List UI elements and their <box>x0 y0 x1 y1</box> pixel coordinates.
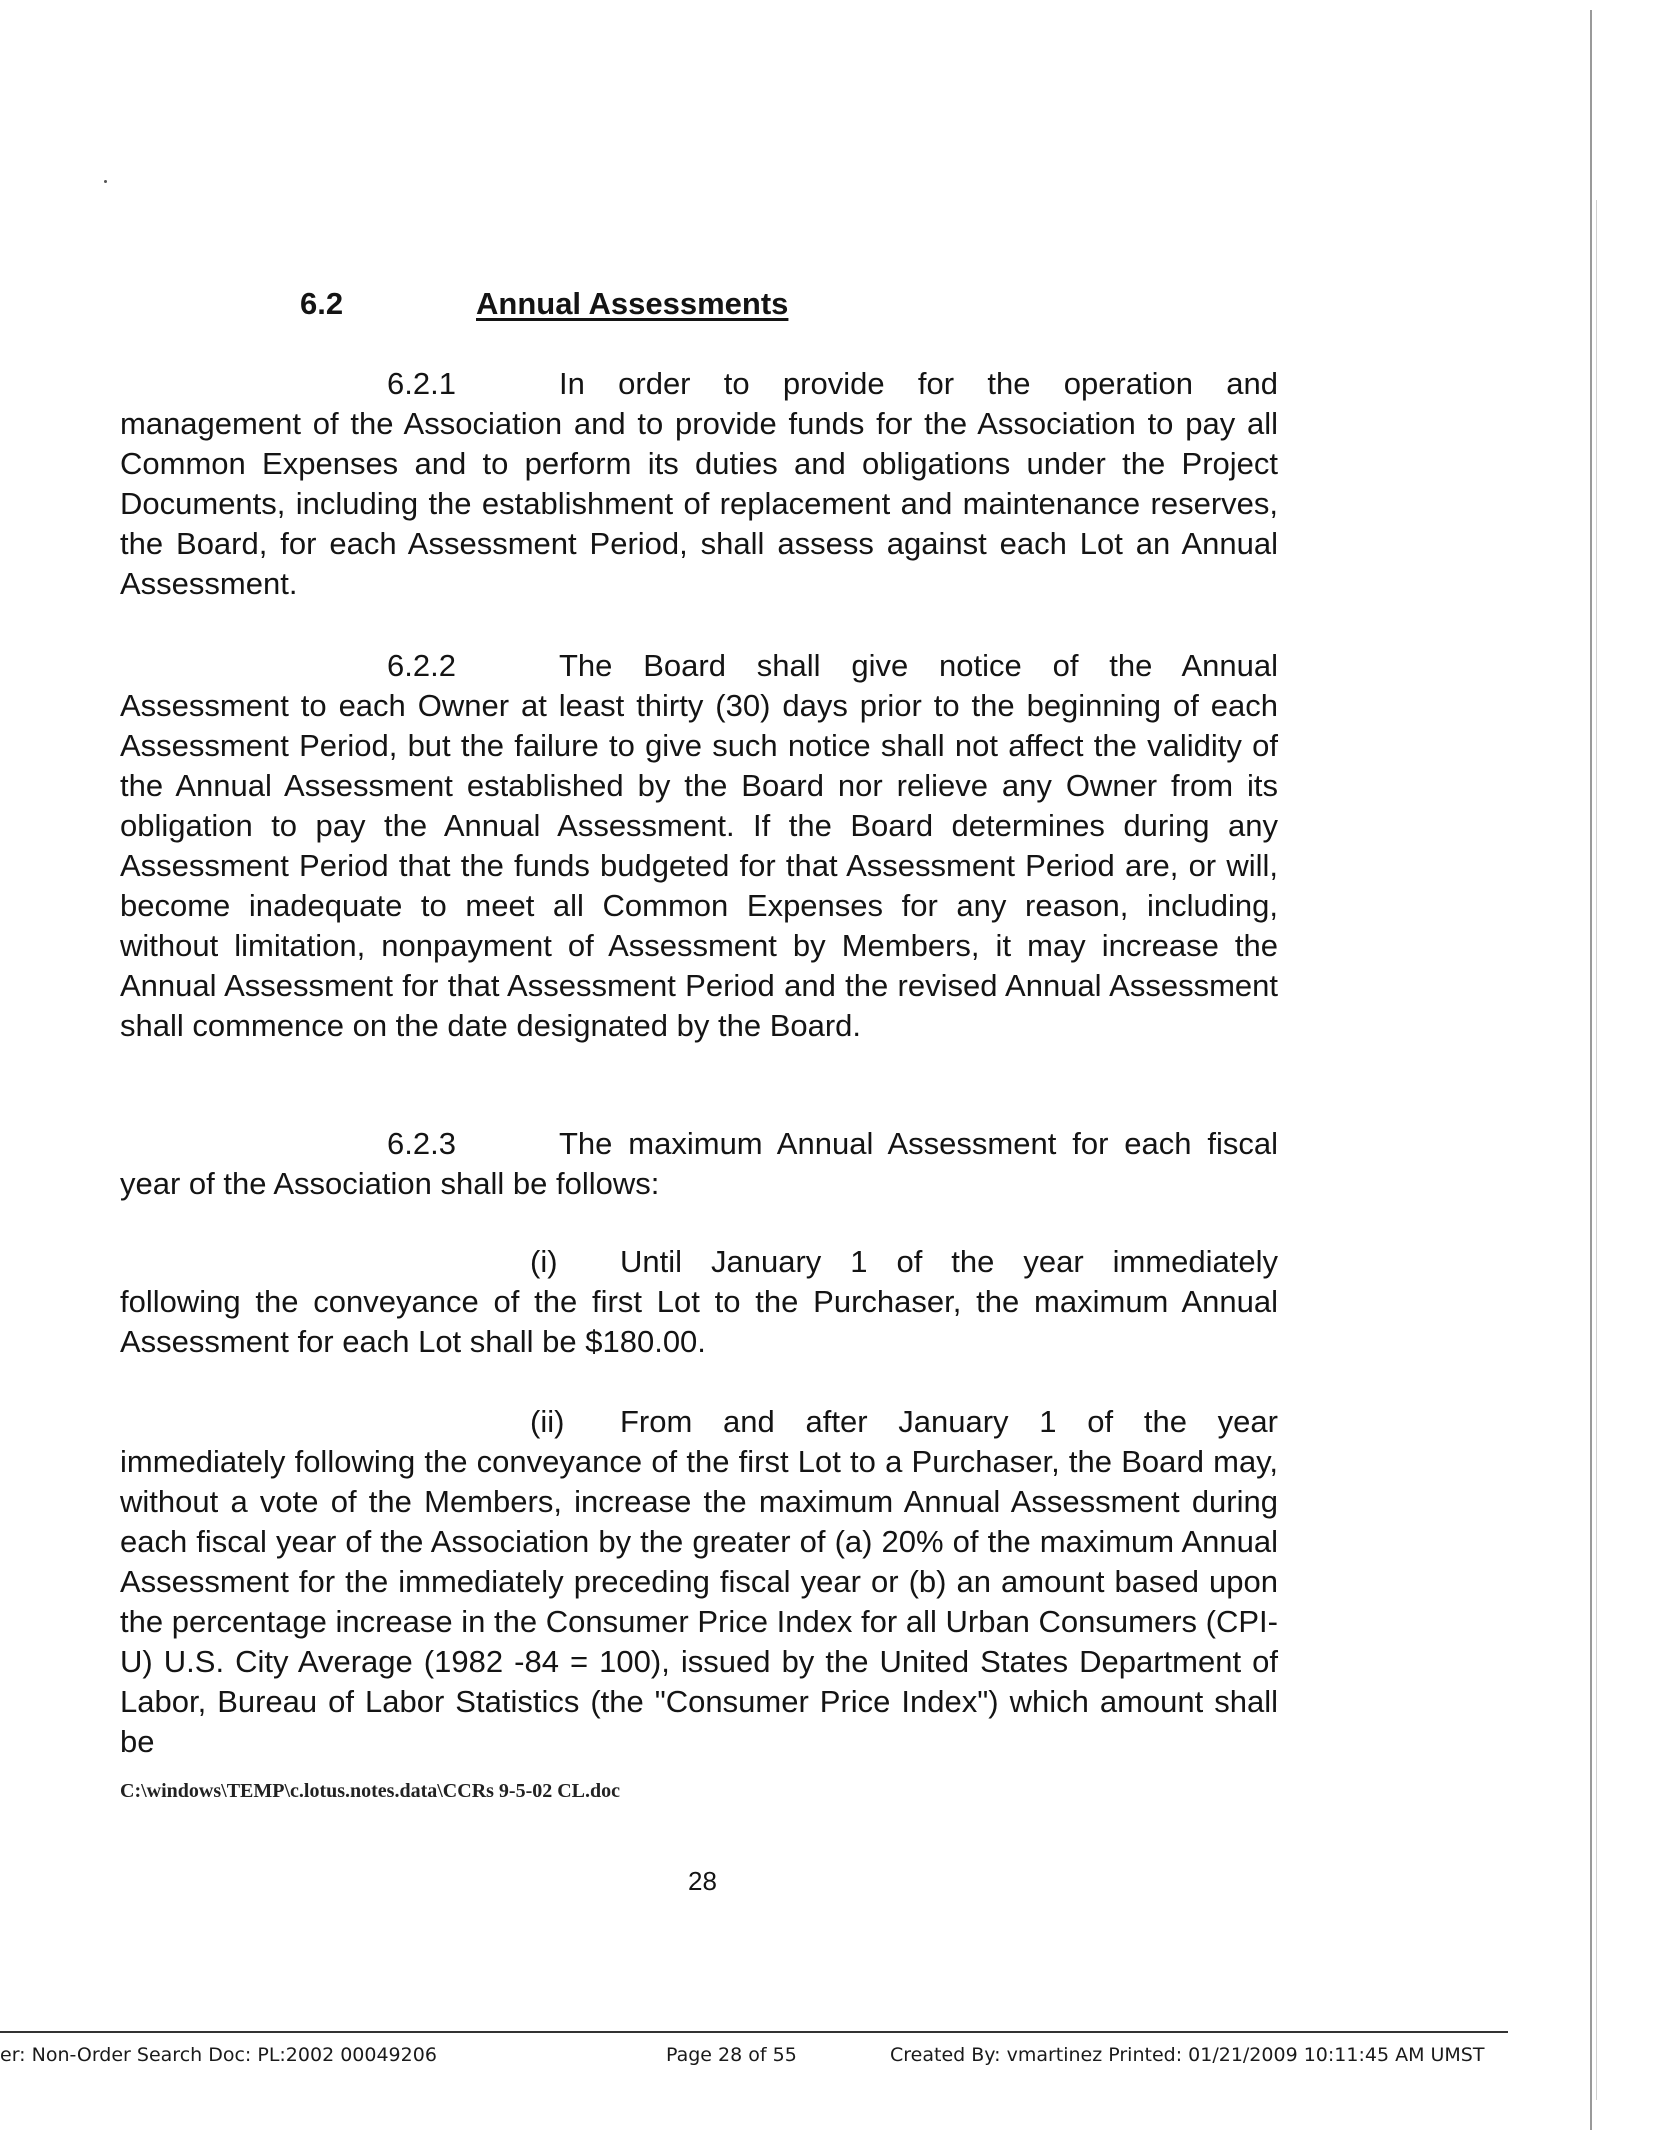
paragraph-6-2-3 <box>120 1124 1278 1204</box>
section-number: 6.2 <box>300 286 344 321</box>
subparagraph-ii <box>120 1402 1278 1762</box>
footer-print-info: Created By: vmartinez Printed: 01/21/2009 10:11:45 AM UMST <box>890 2044 1485 2066</box>
scan-edge-line <box>1590 10 1592 2130</box>
paragraph-number: 6.2.3 <box>387 1126 456 1161</box>
paragraph-text: In order to provide for the operation and management of the Association and to provide funds for the Association to pay all Common Expenses and to perform its duties and obligations under the Project Documents, including the establishment of replacement and maintenance reserves, the Board, for each Assessment Period, shall assess against each Lot an Annual Assessment. <box>120 366 1278 601</box>
paragraph-text: From and after January 1 of the year immediately following the conveyance of the first Lot to a Purchaser, the Board may, without a vote of the Members, increase the maximum Annual Assessment during each fiscal year of the Association by the greater of (a) 20% of the maximum Annual Assessment for the immediately preceding fiscal year or (b) an amount based upon the percentage increase in the Consumer Price Index for all Urban Consumers (CPI-U) U.S. City Average (1982 -84 = 100), issued by the United States Department of Labor, Bureau of Labor Statistics (the "Consumer Price Index") which amount shall be <box>120 1404 1278 1759</box>
footer-order-info: er: Non-Order Search Doc: PL:2002 00049206 <box>0 2044 437 2066</box>
section-title: Annual Assessments <box>476 286 789 321</box>
paragraph-text: Until January 1 of the year immediately following the conveyance of the first Lot to the Purchaser, the maximum Annual Assessment for each Lot shall be $180.00. <box>120 1244 1278 1359</box>
paragraph-number: 6.2.2 <box>387 648 456 683</box>
scan-speck <box>104 180 107 183</box>
paragraph-6-2-2 <box>120 646 1278 1046</box>
subparagraph-i <box>120 1242 1278 1362</box>
paragraph-6-2-1 <box>120 364 1278 604</box>
paragraph-number: (ii) <box>530 1404 565 1439</box>
page-number: 28 <box>688 1866 717 1896</box>
footer-page-count: Page 28 of 55 <box>666 2044 797 2066</box>
paragraph-number: 6.2.1 <box>387 366 456 401</box>
scan-edge-shadow <box>1596 200 1597 2100</box>
paragraph-number: (i) <box>530 1244 558 1279</box>
paragraph-text: The maximum Annual Assessment for each fiscal year of the Association shall be follows: <box>120 1126 1278 1201</box>
file-path: C:\windows\TEMP\c.lotus.notes.data\CCRs 9-5-02 CL.doc <box>120 1780 621 1802</box>
paragraph-text: The Board shall give notice of the Annual Assessment to each Owner at least thirty (30) days prior to the beginning of each Assessment Period, but the failure to give such notice shall not affect the validity of the Annual Assessment established by the Board nor relieve any Owner from its obligation to pay the Annual Assessment. If the Board determines during any Assessment Period that the funds budgeted for that Assessment Period are, or will, become inadequate to meet all Common Expenses for any reason, including, without limitation, nonpayment of Assessment by Members, it may increase the Annual Assessment for that Assessment Period and the revised Annual Assessment shall commence on the date designated by the Board. <box>120 648 1278 1043</box>
footer-divider <box>0 2031 1508 2033</box>
